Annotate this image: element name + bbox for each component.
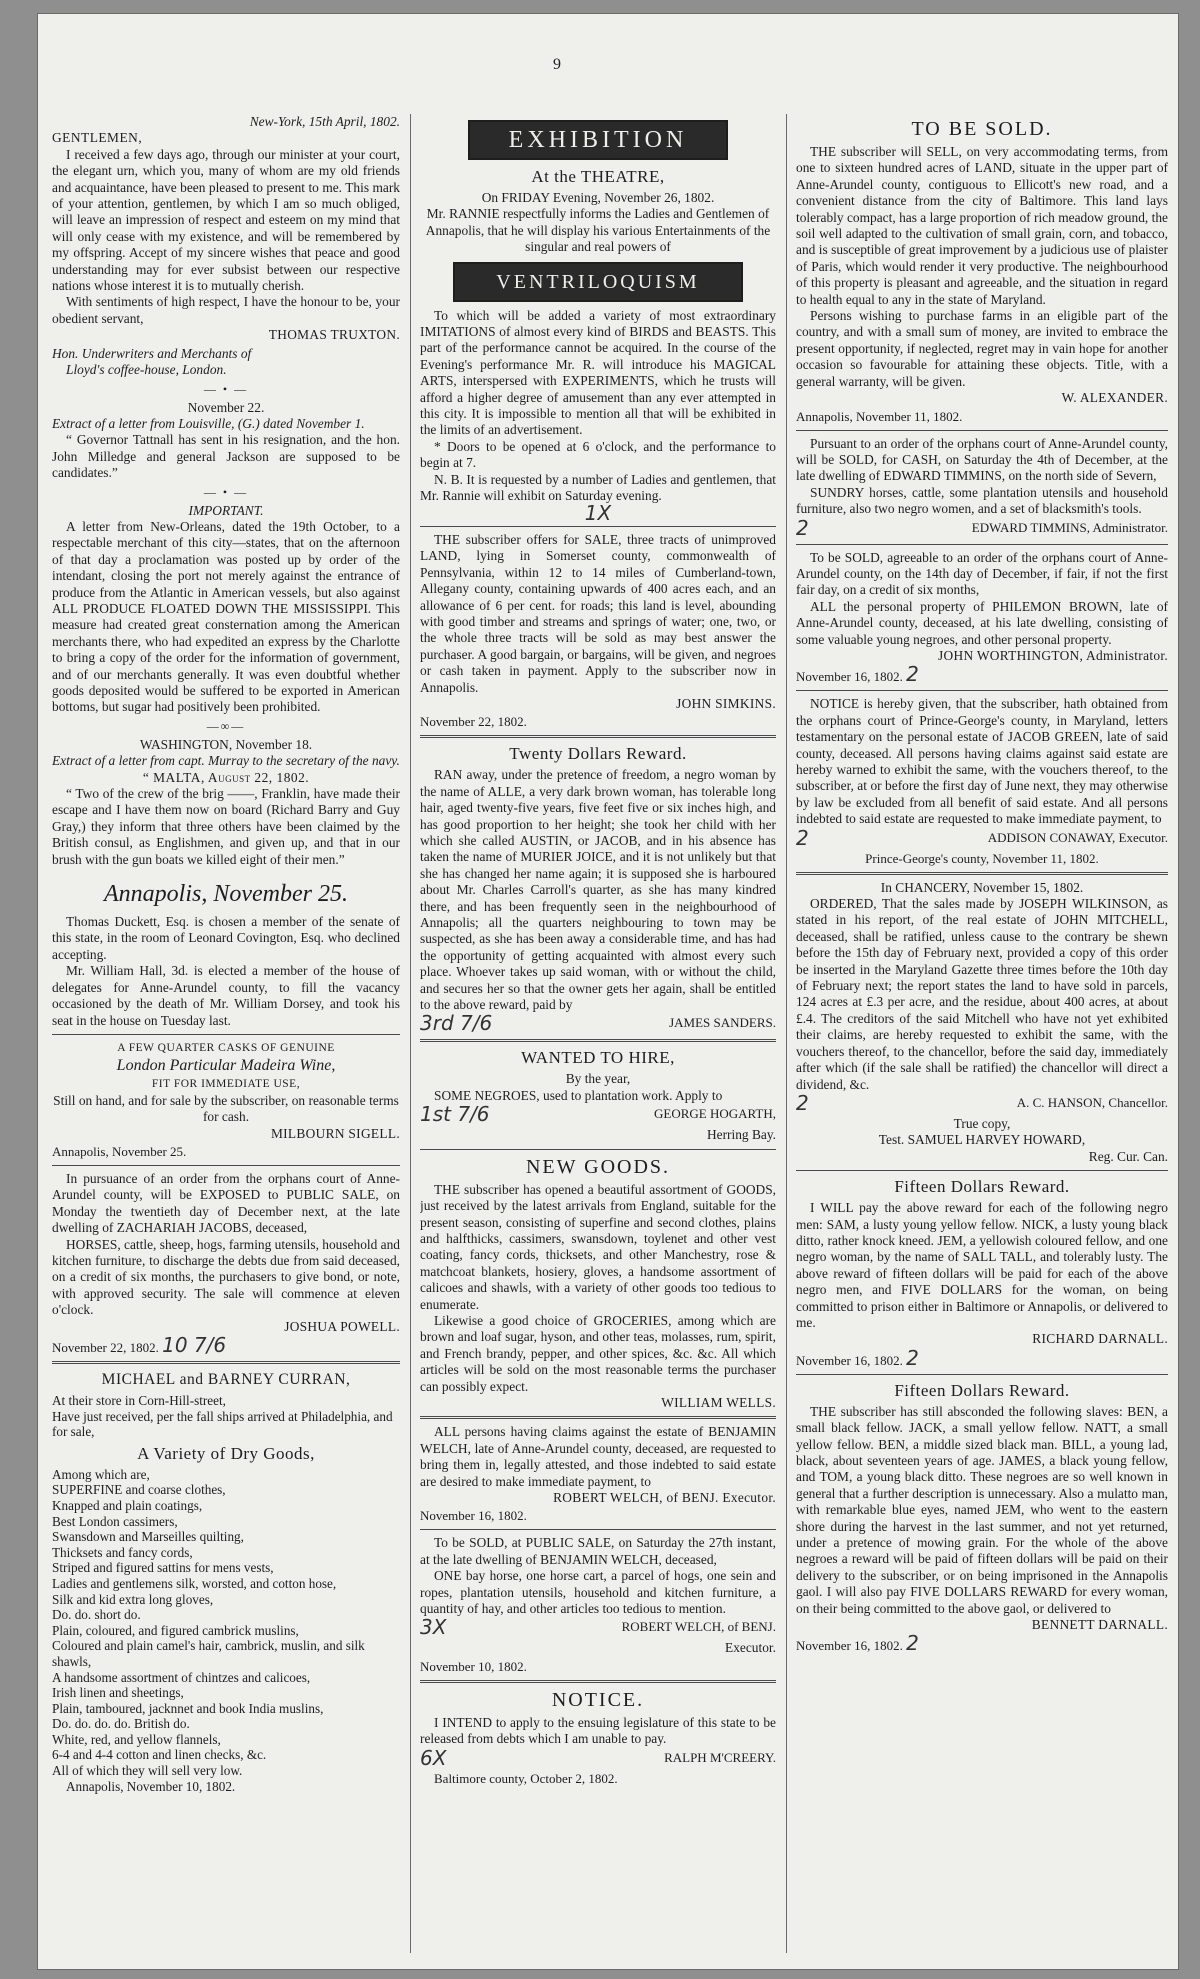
reward15a-heading: Fifteen Dollars Reward. — [894, 1177, 1070, 1197]
brown-body: ALL the personal property of PHILEMON BROWN, late of Anne-Arundel county, deceased, at his late dwelling, consisting of some valuable young negroes, and other personal property. — [796, 598, 1168, 647]
truxton-letter — [52, 114, 400, 379]
list-item: Silk and kid extra long gloves, — [52, 1591, 214, 1607]
reward15b-body: THE subscriber has still absconded the following slaves: BEN, a small black fellow. JACK, a small yellow fellow. NATT, a small yellow fellow. BEN, a middle sized black man. BILL, a young lad, black, about seventeen years of age. JAMES, a black young fellow, and TOM, a young black ditto. These negroes are so well known in general that a further description is unnecessary. Also a mulatto man, with remarkable blue eyes, named JEM, who went to the eastern shore during the harvest in the last summer, and not yet returned, under a pretence of mowing grain. For the whole of the above negroes a reward will be paid of fifteen dollars will be paid on their delivery to the subscriber, or on being imprisoned in the Annapolis gaol. I will also pay FIVE DOLLARS REWARD for every woman, on their being committed to the above gaol, or delivered to — [796, 1403, 1168, 1616]
welch-signature: ROBERT WELCH, of BENJ. Executor. — [553, 1490, 776, 1505]
green-body: NOTICE is hereby given, that the subscriber, hath obtained from the orphans court of Prince-George's county, in Maryland, letters testamentary on the personal estate of JACOB GREEN, late of said county, deceased. All persons having claims against said estate are hereby warned to exhibit the same, with the vouchers thereof, to the subscriber, at or before the first day of June next, they may otherwise by law be excluded from all benefit of said estate. And all persons indebted to said estate are requested to make immediate payment, to — [796, 696, 1168, 827]
list-item: Thicksets and fancy cords, — [52, 1544, 193, 1560]
important-article — [52, 503, 400, 716]
divider — [52, 1361, 400, 1364]
page-number: 9 — [553, 56, 561, 73]
newgoods-paragraph-1: THE subscriber has opened a beautiful assortment of GOODS, just received by the latest arrivals from England, suitable for the present season, consisting of superfine and second clothes, plains and halfthicks, cassimers, swansdown, toylenet and other vest coating, fancy cords, thicksets, and other Manchestry, rose & matchcoat blankets, hosiery, gloves, a handsome assortment of calicoes and shawls, with a variety of other goods too tedious to enumerate. — [420, 1181, 776, 1312]
curran-item-list — [52, 1482, 400, 1778]
timmins-signature-line — [796, 515, 1168, 540]
chancery-test: Test. SAMUEL HARVEY HOWARD, — [878, 1132, 1086, 1148]
welchsale-dateline: November 10, 1802. — [420, 1658, 527, 1674]
truxton-dateline: New-York, 15th April, 1802. — [249, 114, 400, 129]
divider — [796, 1374, 1168, 1375]
timmins-advert — [796, 436, 1168, 539]
notice-dateline: Baltimore county, October 2, 1802. — [434, 1770, 618, 1786]
annapolis-heading: Annapolis, November 25. — [104, 881, 348, 908]
washington-body: “ Two of the crew of the brig ——, Franklin, have made their escape and I have them now on board (Richard Barry and Guy Gray,) they inform that three others have been claimed by the British consul, as Englishmen, and given up, and that in our brush with the gun boats we killed eight of their men.” — [52, 786, 400, 867]
exhibition-banner: EXHIBITION — [468, 120, 728, 160]
curran-heading: A Variety of Dry Goods, — [137, 1443, 315, 1463]
chancery-handwritten-mark: 2 — [796, 1090, 809, 1115]
chancery-heading: In CHANCERY, November 15, 1802. — [880, 879, 1084, 895]
fifteen-dollars-reward-a — [796, 1176, 1168, 1369]
chancery-reg: Reg. Cur. Can. — [1088, 1148, 1168, 1164]
list-item: All of which they will sell very low. — [52, 1763, 243, 1779]
divider — [420, 1416, 776, 1419]
reward15b-dateline: November 16, 1802. — [796, 1638, 903, 1654]
truxton-salutation: GENTLEMEN, — [52, 130, 143, 146]
green-signature: ADDISON CONAWAY, Executor. — [987, 829, 1168, 845]
chancery-true-copy: True copy, — [953, 1115, 1011, 1131]
important-heading: IMPORTANT. — [188, 502, 264, 518]
brown-advert — [796, 550, 1168, 686]
divider — [796, 872, 1168, 875]
divider — [52, 1165, 400, 1166]
chancery-signature: A. C. HANSON, Chancellor. — [1016, 1094, 1168, 1110]
important-body: A letter from New-Orleans, dated the 19th October, to a respectable merchant of this city—states, that on the afternoon of that day a proclamation was posted up by order of the intendant, closing the port not merely against the entrance of produce from the Atlantic in American vessels, but also against ALL PRODUCE FLOATED DOWN THE MISSISSIPPI. This measure had created great consternation among the American merchants there, who had expedited an express by the Charlotte to bring a copy of the order for the information of government, and of our merchants generally. It was even doubtful whether goods deposited would be suffered to be exported in American bottoms, but sugar had positively been prohibited. — [52, 518, 400, 715]
alexander-heading: TO BE SOLD. — [911, 118, 1053, 140]
madeira-line-2: FIT FOR IMMEDIATE USE, — [151, 1078, 301, 1091]
hire-handwritten-mark: 1st 7/6 — [420, 1102, 490, 1127]
ornament: — • — — [203, 381, 249, 396]
simkins-body: THE subscriber offers for SALE, three tracts of unimproved LAND, lying in Somerset county, commonwealth of Pennsylvania, within 12 to 14 miles of Cumberland-town, Allegany county, containing upwards of 400 acres each, and an allowance of 6 per cent. for roads; this land is level, abounding with good timber and streams and springs of water; one, two, or the whole three tracts will be sold as may best answer the purchaser. A good bargain, or bargains, will be given, and negroes or cash taken in payment. Apply to the subscriber now in Annapolis. — [420, 531, 776, 695]
reward15a-signature: RICHARD DARNALL. — [1032, 1331, 1168, 1347]
simkins-advert — [420, 532, 776, 730]
chancery-body: ORDERED, That the sales made by JOSEPH WILKINSON, as stated in his report, of the real estate of JOHN MITCHELL, deceased, shall be ratified, unless cause to the contrary be shewn before the 15th day of February next, provided a copy of this order be inserted in the Maryland Gazette three times before the 10th day of February next; the report states the land to have sold in parcels, 124 acres at £.3 per acre, and the residue, about 400 acres, at about £.4. The creditors of the said Mitchell who have not yet exhibited their claims, are hereby requested to exhibit the same, with the vouchers thereof, to the chancellor, before the said day, immediately after which (if the sale shall be ratified) the chancellor will direct a dividend, &c. — [796, 896, 1168, 1092]
jacobs-body: HORSES, cattle, sheep, hogs, farming utensils, household and kitchen furniture, to discharge the debts due from said deceased, on a credit of six months, the purchasers to give bond, or note, with approved security. The sale will commence at eleven o'clock. — [52, 1236, 400, 1318]
list-item: A handsome assortment of chintzes and calicoes, — [52, 1669, 311, 1685]
washington-heading: Extract of a letter from capt. Murray to the secretary of the navy. — [52, 753, 400, 769]
alexander-paragraph-2: Persons wishing to purchase farms in an eligible part of the country, and with a small sum of money, are invited to embrace the present opportunity, if neglected, regret may in vain hope for another occasion so favourable for attaining these objects. Title, with a general warranty, will be given. — [796, 308, 1168, 389]
truxton-signature: THOMAS TRUXTON. — [268, 327, 400, 343]
list-item: SUPERFINE and coarse clothes, — [52, 1482, 226, 1498]
green-signature-line — [796, 825, 1168, 850]
notice-signature-line — [420, 1745, 776, 1770]
alexander-signature: W. ALEXANDER. — [1061, 390, 1168, 406]
list-item: Best London cassimers, — [52, 1513, 178, 1529]
louisville-heading: Extract of a letter from Louisville, (G.) dated November 1. — [52, 415, 365, 431]
hire-signature: GEORGE HOGARTH, — [654, 1106, 776, 1122]
new-goods-advert — [420, 1155, 776, 1412]
curran-line-2: Have just received, per the fall ships arrived at Philadelphia, and for sale, — [52, 1408, 393, 1440]
list-item: Do. do. short do. — [52, 1607, 141, 1623]
exhibition-body: Mr. RANNIE respectfully informs the Ladies and Gentlemen of Annapolis, that he will display his various Entertainments of the singular and real powers of — [425, 206, 771, 255]
curran-among: Among which are, — [52, 1466, 150, 1482]
jacobs-advert — [52, 1171, 400, 1356]
welchsale-handwritten-mark: 3X — [420, 1615, 447, 1640]
louisville-extract — [52, 400, 400, 482]
alexander-dateline: Annapolis, November 11, 1802. — [796, 408, 963, 424]
divider — [796, 1170, 1168, 1171]
madeira-line-1: A FEW QUARTER CASKS OF GENUINE — [117, 1041, 335, 1054]
ornament: —∞— — [206, 718, 246, 733]
curran-advert — [52, 1369, 400, 1794]
alexander-advert — [796, 117, 1168, 425]
louisville-body: “ Governor Tattnall has sent in his resignation, and the hon. John Milledge and general Jackson are supposed to be candidates.” — [52, 432, 400, 481]
reward15a-body: I WILL pay the above reward for each of the following negro men: SAM, a lusty young yellow fellow. NICK, a lusty young black ditto, rather knock kneed. JEM, a yellowish coloured fellow, and one negro woman, by the name of SALL TALL, and tolerably lusty. The above reward of fifteen dollars will be paid for each of the above negro men, and FIVE DOLLARS for the woman, on being committed to prison either in Baltimore or Annapolis, or delivered to me. — [796, 1200, 1168, 1330]
list-item: White, red, and yellow flannels, — [52, 1731, 221, 1747]
brown-intro: To be SOLD, agreeable to an order of the orphans court of Anne-Arundel county, on the 14th day of December, if fair, if not the first fair day, on a credit of six months, — [796, 549, 1168, 598]
reward20-heading: Twenty Dollars Reward. — [509, 744, 687, 764]
reward15b-handwritten-mark: 2 — [906, 1631, 919, 1656]
simkins-signature: JOHN SIMKINS. — [676, 695, 776, 711]
list-item: 6-4 and 4-4 cotton and linen checks, &c. — [52, 1747, 267, 1763]
brown-signature: JOHN WORTHINGTON, Administrator. — [938, 647, 1168, 663]
exhibition-paragraph-2: To which will be added a variety of most extraordinary IMITATIONS of almost every kind of BIRDS and BEASTS. This part of the performance cannot be acquired. In the course of the Evening's performance Mr. R. will introduce his MAGICAL ARTS, interspersed with EXPERIMENTS, which he trusts will afford a higher degree of amusement than any ever attempted in this city. It is impossible to mention all that will be exhibited in the limits of an advertisement. — [420, 307, 776, 438]
newgoods-signature: WILLIAM WELLS. — [661, 1394, 776, 1410]
jacobs-dateline-text: November 22, 1802. — [52, 1340, 159, 1355]
reward15b-heading: Fifteen Dollars Reward. — [894, 1380, 1070, 1400]
reward15b-dateline-line — [796, 1631, 1168, 1656]
green-dateline: Prince-George's county, November 11, 1802. — [865, 850, 1099, 866]
washington-dateline: WASHINGTON, November 18. — [139, 736, 313, 752]
list-item: Ladies and gentlemens silk, worsted, and cotton hose, — [52, 1575, 337, 1591]
madeira-signature: MILBOURN SIGELL. — [270, 1125, 400, 1141]
washington-article — [52, 737, 400, 868]
notice-body: I INTEND to apply to the ensuing legislature of this state to be released from debts which I am unable to pay. — [420, 1714, 776, 1747]
list-item: Plain, coloured, and figured cambrick muslins, — [52, 1622, 299, 1638]
list-item: Swansdown and Marseilles quilting, — [52, 1529, 244, 1545]
fifteen-dollars-reward-b — [796, 1380, 1168, 1655]
divider — [420, 1680, 776, 1683]
column-3 — [796, 114, 1168, 1953]
divider — [420, 526, 776, 527]
hire-place: Herring Bay. — [706, 1127, 776, 1143]
exhibition-line-2: On FRIDAY Evening, November 26, 1802. — [481, 190, 715, 205]
welch-sale-advert — [420, 1535, 776, 1674]
madeira-body: Still on hand, and for sale by the subscriber, on reasonable terms for cash. — [53, 1092, 399, 1125]
annapolis-paragraph-2: Mr. William Hall, 3d. is elected a member of the house of delegates for Anne-Arundel county, to fill the vacancy occasioned by the death of Mr. William Dorsey, and took his seat in the house on Tuesday last. — [52, 963, 400, 1028]
newgoods-heading: NEW GOODS. — [525, 1155, 671, 1178]
timmins-signature: EDWARD TIMMINS, Administrator. — [971, 519, 1168, 535]
ventriloquism-banner: VENTRILOQUISM — [453, 262, 743, 302]
brown-handwritten-mark: 2 — [906, 662, 919, 687]
washington-place: “ MALTA, August 22, 1802. — [142, 769, 310, 785]
reward15a-dateline-line — [796, 1345, 1168, 1370]
exhibition-paragraph-4: N. B. It is requested by a number of Ladies and gentlemen, that Mr. Rannie will exhibit on Saturday evening. — [420, 471, 776, 504]
annapolis-paragraph-1: Thomas Duckett, Esq. is chosen a member of the senate of this state, in the room of Leonard Covington, Esq. who declined accepting. — [52, 914, 400, 962]
truxton-closing: With sentiments of high respect, I have the honour to be, your obedient servant, — [52, 294, 400, 326]
jacobs-handwritten-mark: 10 7/6 — [162, 1333, 227, 1357]
welchsale-signature-2: Executor. — [725, 1640, 776, 1656]
jacobs-signature: JOSHUA POWELL. — [284, 1318, 400, 1334]
jacobs-intro: In pursuance of an order from the orphans court of Anne-Arundel county, will be EXPOSED to PUBLIC SALE, on Monday the twentieth day of December next, at the late dwelling of ZACHARIAH JACOBS, deceased, — [52, 1170, 400, 1236]
exhibition-advert — [420, 120, 776, 525]
list-item: Irish linen and sheetings, — [52, 1685, 184, 1701]
alexander-body: THE subscriber will SELL, on very accommodating terms, from one to sixteen hundred acres of LAND, situate in the upper part of Anne-Arundel county, contiguous to Ellicott's new road, and a convenient distance from the city of Baltimore. This land lays tolerably compact, has a large proportion of rich meadow ground, the soil well adapted to the cultivation of small grain, corn, and tobacco, and is susceptible of great improvement by a judicious use of plaister of Paris, which would render it very productive. The neighbourhood of this property is pleasant and agreeable, and the situation in regard to health equal to any in the state of Maryland. — [796, 144, 1168, 307]
welchsale-body: ONE bay horse, one horse cart, a parcel of hogs, one sein and ropes, plantation utensils, household and kitchen furniture, a quantity of hay, and other articles too tedious to mention. — [420, 1568, 776, 1617]
notice-heading: NOTICE. — [551, 1688, 645, 1711]
notice-signature: RALPH M'CREERY. — [664, 1749, 776, 1765]
list-item: Do. do. do. do. British do. — [52, 1716, 190, 1732]
column-2 — [420, 114, 776, 1953]
timmins-handwritten-mark: 2 — [796, 515, 809, 540]
list-item: Coloured and plain camel's hair, cambrick, muslin, and silk shawls, — [52, 1638, 365, 1669]
mccreery-notice — [420, 1688, 776, 1787]
louisville-dateline: November 22. — [187, 399, 265, 415]
madeira-title: London Particular Madeira Wine, — [116, 1057, 336, 1075]
notice-handwritten-mark: 6X — [420, 1745, 447, 1770]
hire-signature-line — [420, 1102, 776, 1127]
divider — [796, 430, 1168, 431]
newspaper-page — [38, 14, 1178, 1969]
column-rule-1 — [410, 114, 411, 1953]
chancery-order — [796, 880, 1168, 1166]
timmins-intro: Pursuant to an order of the orphans court of Anne-Arundel county, will be SOLD, for CASH, on Saturday the 4th of December, at the late dwelling of EDWARD TIMMINS, on the north side of Severn, — [796, 435, 1168, 484]
reward15a-dateline: November 16, 1802. — [796, 1352, 903, 1368]
divider — [420, 1529, 776, 1530]
hire-line: By the year, — [565, 1071, 631, 1087]
reward20-signature: JAMES SANDERS. — [669, 1015, 776, 1031]
ornament: — • — — [203, 484, 249, 499]
welch-claims-advert — [420, 1424, 776, 1524]
timmins-body: SUNDRY horses, cattle, some plantation utensils and household furniture, also two negro women, and a set of blacksmith's tools. — [796, 484, 1168, 517]
list-item: Striped and figured sattins for mens vests, — [52, 1560, 274, 1576]
divider — [796, 690, 1168, 691]
curran-line-1: At their store in Corn-Hill-street, — [52, 1393, 226, 1408]
twenty-dollars-reward — [420, 743, 776, 1034]
divider — [796, 544, 1168, 545]
exhibition-handwritten-mark: 1X — [584, 500, 612, 525]
reward15a-handwritten-mark: 2 — [906, 1345, 919, 1370]
truxton-addressee-1: Hon. Underwriters and Merchants of — [52, 345, 252, 361]
reward20-signature-line — [420, 1011, 776, 1036]
list-item: Knapped and plain coatings, — [52, 1497, 203, 1513]
truxton-addressee-2: Lloyd's coffee-house, London. — [66, 362, 227, 378]
jacobs-dateline — [52, 1333, 400, 1357]
exhibition-line-1: At the THEATRE, — [531, 167, 665, 186]
reward20-body: RAN away, under the pretence of freedom, a negro woman by the name of ALLE, a very dark brown woman, has tolerable long hair, aged twenty-five years, five feet five or six inches high, and has good proportion to her height; she took her child with her which she called AUSTIN, or JACOB, and in his absence has taken the name of MURIER JOICE, and it is not unlikely but that she has changed her name again; it is supposed she is harboured about Mr. Charles Carroll's quarter, as she has many kindred there, and has been frequently seen in the neighbourhood of Annapolis; all the quarters neighbouring to town may be suspected, as she has been away a considerable time, and has had the opportunity of getting acquainted with almost every such place. Whoever takes up said woman, with or without the child, and secures her so that the owner gets her again, shall be entitled to the above reward, paid by — [420, 767, 776, 1013]
hire-body: SOME NEGROES, used to plantation work. Apply to — [434, 1087, 723, 1103]
divider — [52, 1034, 400, 1035]
column-1 — [52, 114, 400, 1953]
list-item: Plain, tamboured, jacknnet and book India muslins, — [52, 1700, 324, 1716]
brown-dateline: November 16, 1802. — [796, 669, 903, 685]
truxton-body: I received a few days ago, through our minister at your court, the elegant urn, which you, many of whom are my old friends and acquaintance, have been pleased to present to me. This mark of your attention, gentlemen, by which I am so much obliged, will leave an impression of respect and esteem on my mind that will only cease with my existence, and will be remembered by my offspring. Accept of my sincere wishes that peace and good understanding may for ever subsist between our respective nations whose interest it is to mutually cherish. — [52, 146, 400, 294]
divider — [420, 1149, 776, 1150]
madeira-dateline: Annapolis, November 25. — [52, 1143, 187, 1159]
welchsale-signature: ROBERT WELCH, of BENJ. — [621, 1619, 776, 1635]
newgoods-paragraph-2: Likewise a good choice of GROCERIES, among which are brown and loaf sugar, hyson, and other teas, molasses, rum, spirit, and French brandy, pepper, and other spices, &c. &c. All which articles will be sold on the most reasonable terms the purchaser can possibly expect. — [420, 1312, 776, 1394]
hire-advert — [420, 1047, 776, 1143]
madeira-advert — [52, 1040, 400, 1160]
divider — [420, 735, 776, 738]
exhibition-paragraph-3: * Doors to be opened at 6 o'clock, and the performance to begin at 7. — [420, 438, 776, 471]
chancery-signature-line — [796, 1090, 1168, 1115]
welchsale-signature-line — [420, 1615, 776, 1640]
green-handwritten-mark: 2 — [796, 825, 809, 850]
curran-dateline: Annapolis, November 10, 1802. — [66, 1778, 236, 1794]
reward15b-signature: BENNETT DARNALL. — [1031, 1617, 1168, 1633]
curran-title: MICHAEL and BARNEY CURRAN, — [101, 1371, 351, 1388]
simkins-dateline: November 22, 1802. — [420, 714, 527, 730]
column-rule-2 — [786, 114, 787, 1953]
reward20-handwritten-mark: 3rd 7/6 — [420, 1011, 493, 1036]
welch-dateline: November 16, 1802. — [420, 1508, 527, 1524]
welch-body: ALL persons having claims against the estate of BENJAMIN WELCH, late of Anne-Arundel county, deceased, are requested to bring them in, legally attested, and those indebted to said estate are desired to make immediate payment, to — [420, 1424, 776, 1489]
welchsale-intro: To be SOLD, at PUBLIC SALE, on Saturday the 27th instant, at the late dwelling of BENJAMIN WELCH, deceased, — [420, 1535, 776, 1567]
brown-dateline-line — [796, 662, 1168, 687]
divider — [420, 1039, 776, 1042]
hire-heading: WANTED TO HIRE, — [521, 1048, 675, 1068]
green-notice — [796, 696, 1168, 866]
